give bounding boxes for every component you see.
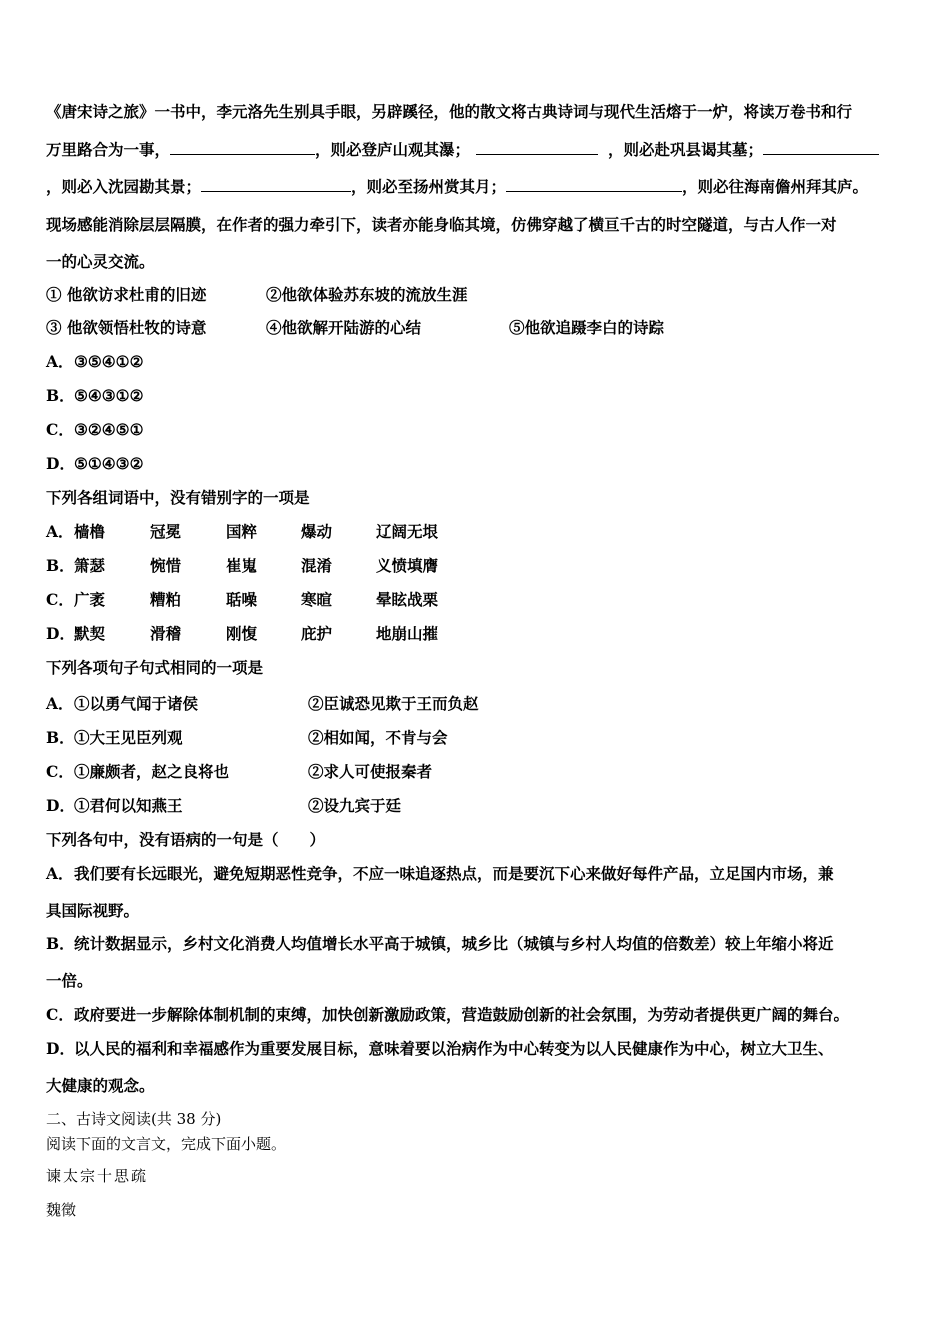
option-label: A． [46, 694, 74, 713]
option-label: D． [46, 624, 75, 643]
answer-blank-2[interactable] [476, 140, 598, 155]
q1-line5: 一的心灵交流。 [46, 252, 155, 271]
q4-option-a[interactable] [46, 864, 910, 884]
q1-line2b: ，则必登庐山观其瀑； [315, 140, 471, 159]
answer-blank-4[interactable] [201, 177, 351, 192]
q4-option-c[interactable] [46, 1005, 910, 1025]
option-text: 以人民的福利和幸福感作为重要发展目标，意味着要以治病作为中心转变为以人民健康作为中心，树立大卫生、 [74, 1039, 834, 1058]
word: 晕眩战栗 [376, 590, 439, 609]
q1-item-3: ③ 他欲领悟杜牧的诗意 [46, 318, 207, 337]
q4-stem: 下列各句中，没有语病的一句是（ ） [46, 830, 326, 849]
option-label: C． [46, 590, 74, 609]
option-label: A． [46, 864, 74, 883]
sentence-1: ①以勇气闻于诸侯 [74, 694, 199, 713]
option-text: ③②④⑤① [74, 420, 144, 439]
q1-line3c: ，则必往海南儋州拜其庐。 [682, 177, 869, 196]
q1-line3b: ，则必至扬州赏其月； [351, 177, 507, 196]
q1-line2 [46, 140, 910, 160]
q1-line3 [46, 177, 910, 197]
option-label: D． [46, 454, 75, 473]
text-title: 谏太宗十思疏 [46, 1167, 149, 1185]
sentence-1: ①君何以知燕王 [74, 796, 183, 815]
q4-option-d-cont: 大健康的观念。 [46, 1076, 155, 1095]
sentence-2: ②设九宾于廷 [308, 796, 402, 815]
word: 糟粕 [150, 590, 182, 609]
q1-item-5: ⑤他欲追蹑李白的诗踪 [509, 318, 665, 337]
q1-line4: 现场感能消除层层隔膜，在作者的强力牵引下，读者亦能身临其境，仿佛穿越了横亘千古的时空隧道，与古人作一对 [46, 215, 837, 234]
option-label: B． [46, 934, 75, 953]
option-label: C． [46, 1005, 74, 1024]
option-label: C． [46, 762, 74, 781]
word: 爆动 [301, 522, 333, 541]
word: 混淆 [301, 556, 333, 575]
option-label: A． [46, 522, 74, 541]
word: 冠冕 [150, 522, 182, 541]
word: 辽阔无垠 [376, 522, 439, 541]
answer-blank-3[interactable] [763, 140, 879, 155]
option-label: C． [46, 420, 74, 439]
word: 崔嵬 [226, 556, 258, 575]
q4-option-a-cont: 具国际视野。 [46, 901, 140, 920]
q1-option-b[interactable] [46, 386, 910, 406]
option-label: A． [46, 352, 74, 371]
option-label: D． [46, 1039, 75, 1058]
option-label: D． [46, 796, 75, 815]
word: 寒暄 [301, 590, 333, 609]
option-text: ③⑤④①② [74, 352, 144, 371]
word: 庇护 [301, 624, 333, 643]
q3-stem: 下列各项句子句式相同的一项是 [46, 658, 264, 677]
sentence-1: ①廉颇者，赵之良将也 [74, 762, 230, 781]
q4-option-d[interactable] [46, 1039, 910, 1059]
option-text: ⑤④③①② [74, 386, 144, 405]
sentence-1: ①大王见臣列观 [74, 728, 183, 747]
q4-option-b-cont: 一倍。 [46, 971, 93, 990]
q1-option-c[interactable] [46, 420, 910, 440]
answer-blank-5[interactable] [506, 177, 682, 192]
q1-option-a[interactable] [46, 352, 910, 372]
word: 箫瑟 [74, 556, 106, 575]
word: 广袤 [74, 590, 106, 609]
q1-line3a: ，则必入沈园勘其景； [46, 177, 202, 196]
word: 义愤填膺 [376, 556, 439, 575]
option-label: B． [46, 386, 75, 405]
q1-line2a: 万里路合为一事， [46, 140, 171, 159]
answer-blank-1[interactable] [170, 140, 315, 155]
sentence-2: ②求人可使报秦者 [308, 762, 433, 781]
q2-stem: 下列各组词语中，没有错别字的一项是 [46, 488, 310, 507]
section-heading: 二、古诗文阅读(共 38 分) [46, 1110, 222, 1128]
option-text: ⑤①④③② [74, 454, 144, 473]
word: 聒噪 [226, 590, 258, 609]
option-label: B． [46, 556, 75, 575]
sentence-2: ②相如闻，不肯与会 [308, 728, 448, 747]
word: 惋惜 [150, 556, 182, 575]
sentence-2: ②臣诚恐见欺于王而负赵 [308, 694, 479, 713]
q1-line1: 《唐宋诗之旅》一书中，李元洛先生别具手眼，另辟蹊径，他的散文将古典诗词与现代生活熔于一炉，将读万卷书和行 [46, 102, 853, 121]
word: 地崩山摧 [376, 624, 439, 643]
word: 樯橹 [74, 522, 106, 541]
section-instruction: 阅读下面的文言文，完成下面小题。 [46, 1135, 287, 1153]
option-text: 统计数据显示，乡村文化消费人均值增长水平高于城镇，城乡比（城镇与乡村人均值的倍数差）较上年缩小将近 [74, 934, 834, 953]
word: 国粹 [226, 522, 258, 541]
q1-item-1: ① 他欲访求杜甫的旧迹 [46, 285, 207, 304]
word: 刚愎 [226, 624, 258, 643]
q1-item-2: ②他欲体验苏东坡的流放生涯 [266, 285, 468, 304]
option-text: 政府要进一步解除体制机制的束缚，加快创新激励政策，营造鼓励创新的社会氛围，为劳动者提供更广阔的舞台。 [74, 1005, 850, 1024]
option-label: B． [46, 728, 75, 747]
q1-item-4: ④他欲解开陆游的心结 [266, 318, 422, 337]
q1-option-d[interactable] [46, 454, 910, 474]
option-text: 我们要有长远眼光，避免短期恶性竞争，不应一味追逐热点，而是要沉下心来做好每件产品，立足国内市场，兼 [74, 864, 834, 883]
word: 默契 [74, 624, 106, 643]
q1-line2c: ，则必赴巩县谒其墓； [608, 140, 764, 159]
q4-option-b[interactable] [46, 934, 910, 954]
text-author: 魏徵 [46, 1201, 77, 1219]
word: 滑稽 [150, 624, 182, 643]
